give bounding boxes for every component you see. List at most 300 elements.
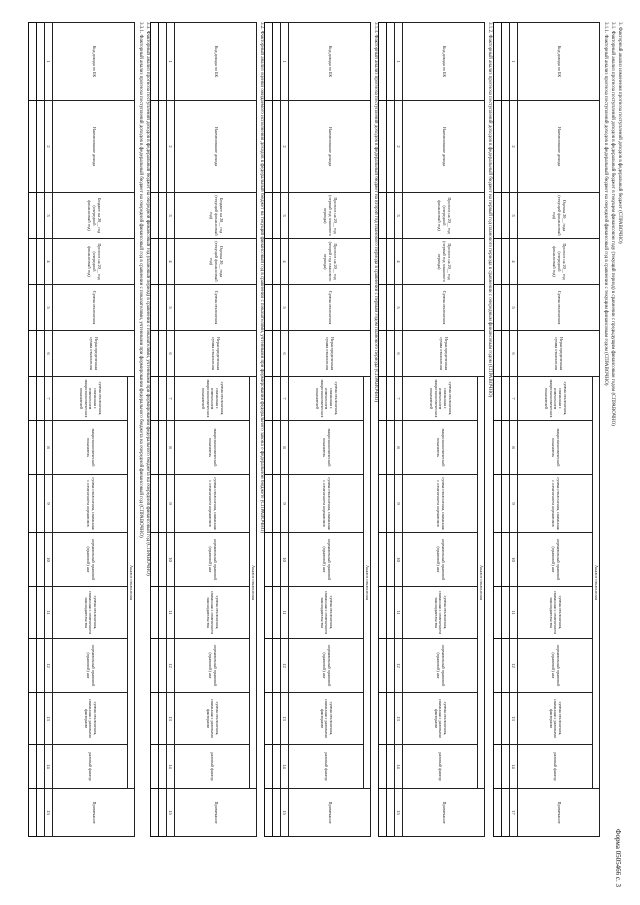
empty-cell [151, 331, 159, 377]
header-naim: Наименование дохода [53, 101, 135, 193]
header-analiz: Анализ отклонения [128, 377, 135, 789]
header-a7: сумма отклонения, связанная с изменением макроэкономических показателей [289, 377, 364, 421]
empty-cell [494, 331, 502, 377]
header-kod: Код дохода по БК [53, 23, 135, 101]
header-a11: сумма отклонения, связанная с изменением законодательства [518, 587, 593, 639]
empty-cell [159, 377, 167, 421]
empty-cell [151, 693, 159, 745]
col-number: 4 [167, 239, 175, 285]
empty-cell [387, 587, 395, 639]
col-number: 5 [45, 285, 53, 331]
empty-cell [502, 745, 510, 789]
col-number: 6 [395, 331, 403, 377]
col-number: 12 [510, 639, 518, 693]
col-number: 11 [395, 587, 403, 639]
empty-cell [387, 23, 395, 101]
col-number: 9 [510, 475, 518, 533]
header-a12: нормативный правовой (правовой) акт [175, 639, 250, 693]
empty-cell [273, 285, 281, 331]
empty-cell [37, 745, 45, 789]
empty-cell [379, 101, 387, 193]
empty-cell [29, 331, 37, 377]
col-number: 10 [281, 533, 289, 587]
col-number: 10 [167, 533, 175, 587]
col-number: 9 [45, 475, 53, 533]
empty-cell [502, 789, 510, 837]
header-a14: разовый фактор [175, 745, 250, 789]
empty-cell [151, 587, 159, 639]
empty-cell [29, 193, 37, 239]
col-number: 1 [395, 23, 403, 101]
col-number: 11 [510, 587, 518, 639]
empty-cell [159, 475, 167, 533]
empty-cell [379, 745, 387, 789]
header-col4: Прогноз на 20__ год (первый год планового периода) [403, 239, 485, 285]
empty-cell [265, 377, 273, 421]
col-number: 12 [45, 639, 53, 693]
header-analiz: Анализ отклонения [593, 377, 600, 789]
empty-cell [502, 239, 510, 285]
header-nerasp: Нераспределенная сумма отклонения [53, 331, 135, 377]
empty-cell [494, 23, 502, 101]
empty-cell [29, 475, 37, 533]
header-prim: Примечание [289, 789, 371, 837]
col-number: 3 [510, 193, 518, 239]
header-a11: сумма отклонения, связанная с изменением законодательства [289, 587, 364, 639]
empty-cell [273, 639, 281, 693]
empty-cell [387, 101, 395, 193]
col-number: 2 [510, 101, 518, 193]
empty-cell [502, 23, 510, 101]
col-number: 14 [395, 745, 403, 789]
empty-cell [265, 101, 273, 193]
header-naim: Наименование дохода [518, 101, 600, 193]
header-naim: Наименование дохода [289, 101, 371, 193]
col-number: 14 [45, 745, 53, 789]
empty-cell [37, 331, 45, 377]
empty-cell [494, 587, 502, 639]
empty-cell [151, 285, 159, 331]
empty-cell [502, 377, 510, 421]
col-number: 13 [510, 693, 518, 745]
header-a9: сумма отклонения, связанная с изменением нормативов [403, 475, 478, 533]
empty-cell [37, 475, 45, 533]
header-a11: сумма отклонения, связанная с изменением законодательства [175, 587, 250, 639]
col-number: 11 [45, 587, 53, 639]
empty-cell [151, 533, 159, 587]
header-a14: разовый фактор [403, 745, 478, 789]
header-a10: нормативный правовой (правовой) акт [175, 533, 250, 587]
col-number: 10 [45, 533, 53, 587]
empty-cell [494, 101, 502, 193]
col-number: 12 [281, 639, 289, 693]
col-number: 12 [167, 639, 175, 693]
empty-cell [502, 533, 510, 587]
empty-cell [273, 101, 281, 193]
empty-cell [273, 587, 281, 639]
header-col3: Прогноз на 20__ год (первый год планового периода) [289, 193, 371, 239]
header-col3: Бюджет на 20__ год (очередной финансовый год) [53, 193, 135, 239]
empty-cell [379, 639, 387, 693]
col-number: 13 [45, 693, 53, 745]
header-analiz: Анализ отклонения [250, 377, 257, 789]
empty-cell [37, 693, 45, 745]
col-number: 12 [395, 639, 403, 693]
section-title-3-2: 3.2. Факторный анализ оценки ожидаемого исполнения доходов в федеральный бюджет на текущий финансовый год в сравнении с показателями, учтенными при формировании федерального закона о федеральном бюджете (СПРАВОЧНО) [259, 22, 264, 534]
col-number: 11 [167, 587, 175, 639]
empty-cell [151, 789, 159, 837]
col-number: 3 [167, 193, 175, 239]
empty-cell [502, 693, 510, 745]
empty-cell [273, 533, 281, 587]
empty-cell [29, 421, 37, 475]
empty-cell [387, 239, 395, 285]
section-title-3-1-2: 3.1.2. Факторный анализ прогноза поступлений доходов в федеральный бюджет на первый год планового периода в сравнении с очередным финансовым годом (СПРАВОЧНО) [487, 22, 492, 398]
analysis-table [493, 22, 600, 837]
empty-cell [379, 475, 387, 533]
col-number: 5 [510, 285, 518, 331]
empty-cell [387, 789, 395, 837]
col-number: 7 [510, 377, 518, 421]
empty-cell [151, 745, 159, 789]
header-a8: макроэкономический показатель [53, 421, 128, 475]
section-title-3-1-3: 3.1.3. Факторный анализ прогноза поступлений доходов в федеральный бюджет на второй год планового периода в сравнении с первым годом планового периода (СПРАВОЧНО) [373, 22, 378, 403]
header-col4: Оценка 20__ года (текущий финансовый год) [175, 239, 257, 285]
empty-cell [387, 193, 395, 239]
col-number: 4 [281, 239, 289, 285]
header-a7: сумма отклонения, связанная с изменением макроэкономических показателей [175, 377, 250, 421]
empty-cell [37, 533, 45, 587]
header-naim: Наименование дохода [175, 101, 257, 193]
empty-cell [387, 285, 395, 331]
col-number: 4 [45, 239, 53, 285]
empty-cell [273, 789, 281, 837]
form-number: Форма 0505466 с. 3 [614, 828, 622, 887]
empty-cell [29, 285, 37, 331]
header-nerasp: Нераспределенная сумма отклонения [175, 331, 257, 377]
empty-cell [502, 331, 510, 377]
col-number: 6 [167, 331, 175, 377]
empty-cell [159, 693, 167, 745]
empty-cell [151, 23, 159, 101]
empty-cell [494, 693, 502, 745]
empty-cell [265, 23, 273, 101]
analysis-table [150, 22, 257, 837]
empty-cell [151, 239, 159, 285]
empty-cell [151, 193, 159, 239]
col-number: 8 [167, 421, 175, 475]
header-a10: нормативный правовой (правовой) акт [53, 533, 128, 587]
empty-cell [502, 193, 510, 239]
empty-cell [159, 421, 167, 475]
header-prim: Примечание [518, 789, 600, 837]
header-a12: нормативный правовой (правовой) акт [53, 639, 128, 693]
empty-cell [37, 377, 45, 421]
header-a14: разовый фактор [518, 745, 593, 789]
empty-cell [265, 639, 273, 693]
header-col3: Бюджет на 20__ год (текущий финансовый год) [175, 193, 257, 239]
header-summa: Сумма отклонения [518, 285, 600, 331]
empty-cell [159, 285, 167, 331]
empty-cell [265, 331, 273, 377]
empty-cell [494, 789, 502, 837]
col-number: 13 [281, 693, 289, 745]
empty-cell [494, 239, 502, 285]
empty-cell [379, 587, 387, 639]
section-title-3-3-1: 3.3.1. Факторный анализ прогноза поступлений доходов в федеральный бюджет на очередной финансовый год в сравнении с показателями, учтенными при формировании федерального бюджета на очередной финансовый год (СПРАВОЧНО) [138, 22, 143, 538]
empty-cell [37, 193, 45, 239]
header-col4: Прогноз на 20__ год (второй год планового периода) [289, 239, 371, 285]
empty-cell [273, 421, 281, 475]
col-number: 6 [45, 331, 53, 377]
header-a13: сумма отклонения, связанная с разовыми факторами [289, 693, 364, 745]
empty-cell [29, 377, 37, 421]
empty-cell [29, 23, 37, 101]
col-number: 2 [395, 101, 403, 193]
empty-cell [494, 193, 502, 239]
section-title-3: 3. Факторный анализ изменения прогноза поступлений доходов в федеральный бюджет (СПРАВОЧНО) [617, 22, 622, 244]
col-number: 7 [281, 377, 289, 421]
section-title-3-3: 3.3. Факторный анализ прогноза поступлений доходов в федеральный бюджет на очередной финансовый год (плановый период) в сравнении с показателями, учтенными при формировании федерального бюджета на очередной финансовый год (СПРАВОЧНО) [145, 22, 150, 576]
empty-cell [159, 587, 167, 639]
header-a12: нормативный правовой (правовой) акт [518, 639, 593, 693]
empty-cell [159, 789, 167, 837]
empty-cell [387, 639, 395, 693]
empty-cell [151, 377, 159, 421]
empty-cell [502, 475, 510, 533]
empty-cell [379, 421, 387, 475]
analysis-table [378, 22, 485, 837]
col-number: 10 [395, 533, 403, 587]
col-number: 5 [281, 285, 289, 331]
col-number: 1 [281, 23, 289, 101]
empty-cell [159, 745, 167, 789]
col-number: 3 [395, 193, 403, 239]
empty-cell [387, 475, 395, 533]
col-number: 7 [167, 377, 175, 421]
empty-cell [151, 639, 159, 693]
empty-cell [494, 533, 502, 587]
col-number: 7 [395, 377, 403, 421]
header-kod: Код дохода по БК [289, 23, 371, 101]
empty-cell [151, 475, 159, 533]
header-col3: Прогноз на 20__ год (очередной финансовый год) [403, 193, 485, 239]
header-a12: нормативный правовой (правовой) акт [403, 639, 478, 693]
header-a10: нормативный правовой (правовой) акт [289, 533, 364, 587]
empty-cell [387, 421, 395, 475]
col-number: 15 [281, 789, 289, 837]
header-a7: сумма отклонения, связанная с изменением макроэкономических показателей [518, 377, 593, 421]
header-col4: Прогноз на 20__ год (очередной финансовый год) [53, 239, 135, 285]
header-kod: Код дохода по БК [175, 23, 257, 101]
header-a11: сумма отклонения, связанная с изменением законодательства [403, 587, 478, 639]
empty-cell [494, 377, 502, 421]
empty-cell [379, 193, 387, 239]
empty-cell [494, 421, 502, 475]
empty-cell [387, 377, 395, 421]
col-number: 8 [510, 421, 518, 475]
empty-cell [37, 239, 45, 285]
empty-cell [29, 789, 37, 837]
header-a9: сумма отклонения, связанная с изменением нормативов [518, 475, 593, 533]
empty-cell [273, 475, 281, 533]
header-kod: Код дохода по БК [403, 23, 485, 101]
header-a9: сумма отклонения, связанная с изменением нормативов [289, 475, 364, 533]
empty-cell [265, 239, 273, 285]
empty-cell [37, 23, 45, 101]
empty-cell [379, 789, 387, 837]
empty-cell [502, 421, 510, 475]
empty-cell [265, 789, 273, 837]
col-number: 15 [395, 789, 403, 837]
empty-cell [159, 639, 167, 693]
col-number: 1 [45, 23, 53, 101]
header-nerasp: Нераспределенная сумма отклонения [518, 331, 600, 377]
empty-cell [37, 421, 45, 475]
empty-cell [273, 193, 281, 239]
empty-cell [502, 639, 510, 693]
col-number: 5 [167, 285, 175, 331]
empty-cell [494, 639, 502, 693]
col-number: 13 [395, 693, 403, 745]
empty-cell [387, 693, 395, 745]
empty-cell [273, 239, 281, 285]
header-analiz: Анализ отклонения [364, 377, 371, 789]
empty-cell [151, 421, 159, 475]
empty-cell [265, 693, 273, 745]
header-a11: сумма отклонения, связанная с изменением законодательства [53, 587, 128, 639]
col-number: 4 [395, 239, 403, 285]
header-prim: Примечание [175, 789, 257, 837]
empty-cell [159, 193, 167, 239]
empty-cell [502, 101, 510, 193]
empty-cell [265, 533, 273, 587]
empty-cell [273, 693, 281, 745]
col-number: 9 [395, 475, 403, 533]
col-number: 6 [281, 331, 289, 377]
empty-cell [159, 101, 167, 193]
empty-cell [29, 693, 37, 745]
col-number: 15 [167, 789, 175, 837]
col-number: 15 [45, 789, 53, 837]
empty-cell [273, 745, 281, 789]
header-a9: сумма отклонения, связанная с изменением нормативов [175, 475, 250, 533]
empty-cell [494, 285, 502, 331]
empty-cell [494, 745, 502, 789]
header-a13: сумма отклонения, связанная с разовыми факторами [175, 693, 250, 745]
header-prim: Примечание [53, 789, 135, 837]
col-number: 2 [167, 101, 175, 193]
col-number: 11 [281, 587, 289, 639]
empty-cell [265, 193, 273, 239]
header-a7: сумма отклонения, связанная с изменением макроэкономических показателей [403, 377, 478, 421]
col-number: 8 [45, 421, 53, 475]
empty-cell [159, 239, 167, 285]
empty-cell [265, 285, 273, 331]
col-number: 5 [395, 285, 403, 331]
header-summa: Сумма отклонения [403, 285, 485, 331]
header-a13: сумма отклонения, связанная с разовыми факторами [53, 693, 128, 745]
empty-cell [29, 239, 37, 285]
header-nerasp: Нераспределенная сумма отклонения [289, 331, 371, 377]
header-a8: макроэкономический показатель [175, 421, 250, 475]
header-a13: сумма отклонения, связанная с разовыми факторами [518, 693, 593, 745]
header-kod: Код дохода по БК [518, 23, 600, 101]
col-number: 14 [167, 745, 175, 789]
header-a8: макроэкономический показатель [518, 421, 593, 475]
col-number: 6 [510, 331, 518, 377]
empty-cell [273, 377, 281, 421]
header-a14: разовый фактор [53, 745, 128, 789]
col-number: 2 [45, 101, 53, 193]
empty-cell [379, 239, 387, 285]
col-number: 9 [281, 475, 289, 533]
empty-cell [379, 377, 387, 421]
empty-cell [29, 533, 37, 587]
section-title-3-1: 3.1. Факторный анализ прогноза поступлений доходов в федеральный бюджет в текущем финансовом году (текущий период) в сравнении с предыдущим финансовым годом (СПРАВОЧНО) [610, 22, 615, 426]
empty-cell [387, 533, 395, 587]
empty-cell [37, 101, 45, 193]
empty-cell [502, 587, 510, 639]
empty-cell [379, 693, 387, 745]
empty-cell [502, 285, 510, 331]
empty-cell [379, 331, 387, 377]
empty-cell [265, 745, 273, 789]
header-a10: нормативный правовой (правовой) акт [403, 533, 478, 587]
col-number: 1 [167, 23, 175, 101]
empty-cell [379, 23, 387, 101]
empty-cell [29, 101, 37, 193]
header-a12: нормативный правовой (правовой) акт [289, 639, 364, 693]
col-number: 14 [281, 745, 289, 789]
empty-cell [387, 745, 395, 789]
header-nerasp: Нераспределенная сумма отклонения [403, 331, 485, 377]
empty-cell [159, 331, 167, 377]
empty-cell [159, 533, 167, 587]
header-naim: Наименование дохода [403, 101, 485, 193]
empty-cell [273, 331, 281, 377]
header-a8: макроэкономический показатель [403, 421, 478, 475]
empty-cell [159, 23, 167, 101]
header-prim: Примечание [403, 789, 485, 837]
col-number: 1 [510, 23, 518, 101]
header-summa: Сумма отклонения [289, 285, 371, 331]
empty-cell [151, 101, 159, 193]
empty-cell [37, 587, 45, 639]
empty-cell [273, 23, 281, 101]
empty-cell [379, 533, 387, 587]
col-number: 10 [510, 533, 518, 587]
col-number: 8 [281, 421, 289, 475]
header-summa: Сумма отклонения [53, 285, 135, 331]
col-number: 7 [45, 377, 53, 421]
header-a14: разовый фактор [289, 745, 364, 789]
header-a9: сумма отклонения, связанная с изменением нормативов [53, 475, 128, 533]
header-a8: макроэкономический показатель [289, 421, 364, 475]
section-title-3-1-1: 3.1.1. Факторный анализ прогноза поступлений доходов в федеральный бюджет на очередной финансовый год в сравнении с текущим финансовым годом (СПРАВОЧНО) [603, 22, 608, 386]
col-number: 4 [510, 239, 518, 285]
empty-cell [265, 421, 273, 475]
header-a7: сумма отклонения, связанная с изменением макроэкономических показателей [53, 377, 128, 421]
header-col4: Прогноз на 20__ год (очередной финансовый год) [518, 239, 600, 285]
analysis-table [28, 22, 135, 837]
col-number: 17 [510, 789, 518, 837]
col-number: 13 [167, 693, 175, 745]
header-analiz: Анализ отклонения [478, 377, 485, 789]
empty-cell [37, 639, 45, 693]
col-number: 3 [45, 193, 53, 239]
empty-cell [29, 639, 37, 693]
